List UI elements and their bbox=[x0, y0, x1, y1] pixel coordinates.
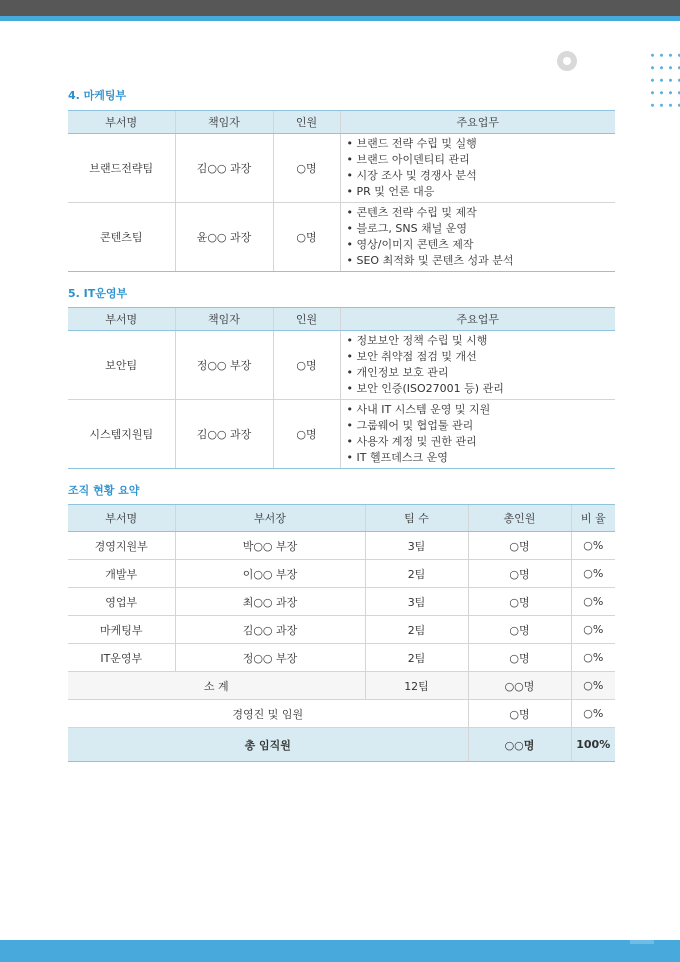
total-staff: ○명 bbox=[468, 560, 571, 588]
team-count: 3팀 bbox=[365, 532, 468, 560]
ratio: ○% bbox=[571, 588, 615, 616]
duty-item: • 사용자 계정 및 권한 관리 bbox=[347, 434, 616, 450]
table-row bbox=[68, 588, 615, 616]
table-row bbox=[68, 134, 615, 203]
executives-row bbox=[68, 700, 615, 728]
duty-item: • 영상/이미지 콘텐츠 제작 bbox=[347, 237, 616, 253]
top-bar bbox=[0, 0, 680, 16]
duty-item: • 개인정보 보호 관리 bbox=[347, 365, 616, 381]
team-name: 보안팀 bbox=[68, 331, 175, 400]
dept-head: 최○○ 과장 bbox=[175, 588, 365, 616]
total-staff: ○명 bbox=[468, 532, 571, 560]
duty-item: • 브랜드 아이덴티티 관리 bbox=[347, 152, 616, 168]
total-staff: ○명 bbox=[468, 616, 571, 644]
marketing-dept-table bbox=[68, 110, 615, 272]
header-dept-name: 부서명 bbox=[68, 111, 175, 134]
subtotal-team-count: 12팀 bbox=[365, 672, 468, 700]
team-count: 2팀 bbox=[365, 560, 468, 588]
ratio: ○% bbox=[571, 644, 615, 672]
subtotal-label: 소 계 bbox=[68, 672, 365, 700]
header-headcount: 인원 bbox=[273, 308, 340, 331]
header-leader: 책임자 bbox=[175, 308, 273, 331]
top-accent-bar bbox=[0, 16, 680, 21]
header-duties: 주요업무 bbox=[340, 308, 615, 331]
header-ratio: 비 율 bbox=[571, 505, 615, 532]
duty-item: • 콘텐츠 전략 수립 및 제작 bbox=[347, 205, 616, 221]
duty-item: • 정보보안 정책 수립 및 시행 bbox=[347, 333, 616, 349]
table-row bbox=[68, 331, 615, 400]
dept-name: 마케팅부 bbox=[68, 616, 175, 644]
duty-item: • 블로그, SNS 채널 운영 bbox=[347, 221, 616, 237]
executives-label: 경영진 및 임원 bbox=[68, 700, 468, 728]
dept-name: 영업부 bbox=[68, 588, 175, 616]
page-marker bbox=[630, 940, 654, 944]
duty-item: • 그룹웨어 및 협업툴 관리 bbox=[347, 418, 616, 434]
header-team-count: 팀 수 bbox=[365, 505, 468, 532]
team-name: 시스템지원팀 bbox=[68, 400, 175, 469]
subtotal-row bbox=[68, 672, 615, 700]
duty-item: • 브랜드 전략 수립 및 실행 bbox=[347, 136, 616, 152]
dept-name: IT운영부 bbox=[68, 644, 175, 672]
table-row bbox=[68, 532, 615, 560]
section-title-summary: 조직 현황 요약 bbox=[68, 484, 140, 497]
total-staff: ○명 bbox=[468, 588, 571, 616]
table-row bbox=[68, 644, 615, 672]
grand-total-staff: ○○명 bbox=[468, 728, 571, 762]
subtotal-ratio: ○% bbox=[571, 672, 615, 700]
table-row bbox=[68, 203, 615, 272]
duty-item: • IT 헬프데스크 운영 bbox=[347, 450, 616, 466]
header-total-staff: 총인원 bbox=[468, 505, 571, 532]
header-dept-head: 부서장 bbox=[175, 505, 365, 532]
team-count: 2팀 bbox=[365, 644, 468, 672]
duty-item: • 시장 조사 및 경쟁사 분석 bbox=[347, 168, 616, 184]
header-leader: 책임자 bbox=[175, 111, 273, 134]
dot-grid-decoration-icon bbox=[648, 49, 680, 115]
header-headcount: 인원 bbox=[273, 111, 340, 134]
header-dept-name: 부서명 bbox=[68, 505, 175, 532]
section-title-it-operations: 5. IT운영부 bbox=[68, 287, 128, 300]
ratio: ○% bbox=[571, 616, 615, 644]
grand-total-row bbox=[68, 728, 615, 762]
section-title-marketing: 4. 마케팅부 bbox=[68, 89, 127, 102]
header-dept-name: 부서명 bbox=[68, 308, 175, 331]
team-duties bbox=[340, 134, 615, 203]
dept-head: 이○○ 부장 bbox=[175, 560, 365, 588]
table-row bbox=[68, 560, 615, 588]
team-leader: 윤○○ 과장 bbox=[175, 203, 273, 272]
team-count: 2팀 bbox=[365, 616, 468, 644]
ring-decoration-icon bbox=[557, 51, 577, 71]
executives-total-staff: ○명 bbox=[468, 700, 571, 728]
duty-item: • 사내 IT 시스템 운영 및 지원 bbox=[347, 402, 616, 418]
executives-ratio: ○% bbox=[571, 700, 615, 728]
duty-item: • 보안 인증(ISO27001 등) 관리 bbox=[347, 381, 616, 397]
table-row bbox=[68, 616, 615, 644]
team-leader: 김○○ 과장 bbox=[175, 400, 273, 469]
duty-item: • 보안 취약점 점검 및 개선 bbox=[347, 349, 616, 365]
team-headcount: ○명 bbox=[273, 134, 340, 203]
dept-name: 개발부 bbox=[68, 560, 175, 588]
subtotal-total-staff: ○○명 bbox=[468, 672, 571, 700]
it-dept-table bbox=[68, 307, 615, 469]
summary-table bbox=[68, 504, 615, 762]
ratio: ○% bbox=[571, 560, 615, 588]
header-duties: 주요업무 bbox=[340, 111, 615, 134]
team-headcount: ○명 bbox=[273, 331, 340, 400]
team-name: 브랜드전략팀 bbox=[68, 134, 175, 203]
table-row bbox=[68, 400, 615, 469]
grand-total-label: 총 임직원 bbox=[68, 728, 468, 762]
team-count: 3팀 bbox=[365, 588, 468, 616]
dept-head: 정○○ 부장 bbox=[175, 644, 365, 672]
total-staff: ○명 bbox=[468, 644, 571, 672]
team-duties bbox=[340, 400, 615, 469]
dept-name: 경영지원부 bbox=[68, 532, 175, 560]
grand-total-ratio: 100% bbox=[571, 728, 615, 762]
team-headcount: ○명 bbox=[273, 400, 340, 469]
team-leader: 김○○ 과장 bbox=[175, 134, 273, 203]
team-leader: 정○○ 부장 bbox=[175, 331, 273, 400]
team-name: 콘텐츠팀 bbox=[68, 203, 175, 272]
bottom-bar bbox=[0, 940, 680, 962]
ratio: ○% bbox=[571, 532, 615, 560]
dept-head: 박○○ 부장 bbox=[175, 532, 365, 560]
team-duties bbox=[340, 203, 615, 272]
team-duties bbox=[340, 331, 615, 400]
team-headcount: ○명 bbox=[273, 203, 340, 272]
duty-item: • SEO 최적화 및 콘텐츠 성과 분석 bbox=[347, 253, 616, 269]
duty-item: • PR 및 언론 대응 bbox=[347, 184, 616, 200]
dept-head: 김○○ 과장 bbox=[175, 616, 365, 644]
